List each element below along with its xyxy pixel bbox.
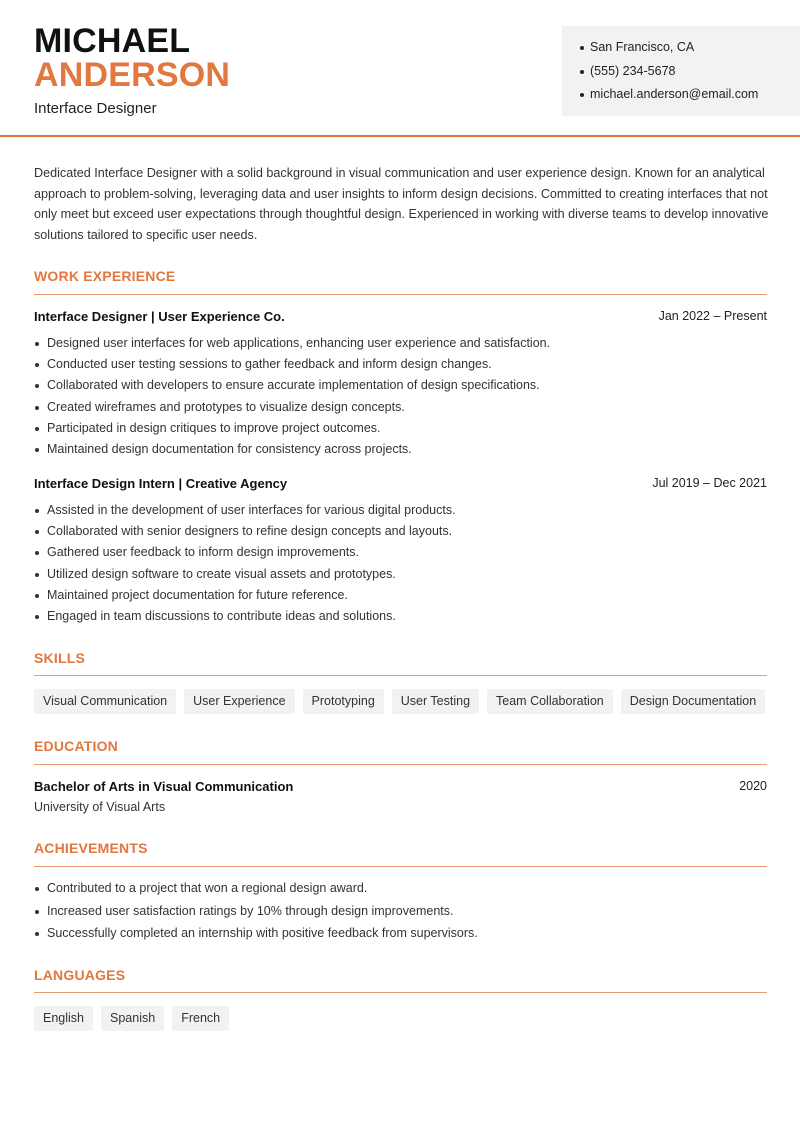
contact-list	[580, 36, 800, 107]
section-divider	[34, 992, 767, 993]
list-item: Successfully completed an internship with positive feedback from supervisors.	[34, 923, 767, 946]
list-item: Assisted in the development of user interfaces for various digital products.	[34, 500, 767, 521]
education-year: 2020	[739, 779, 767, 793]
job-header	[34, 476, 767, 496]
job-bullets	[34, 500, 767, 627]
job-header	[34, 309, 767, 329]
list-item: Engaged in team discussions to contribute ideas and solutions.	[34, 606, 767, 627]
contact-location: San Francisco, CA	[580, 36, 800, 60]
section-divider	[34, 866, 767, 867]
list-item: Collaborated with senior designers to refine design concepts and layouts.	[34, 521, 767, 542]
job-dates: Jul 2019 – Dec 2021	[652, 476, 767, 490]
section-title-work: WORK EXPERIENCE	[34, 268, 176, 284]
list-item: Gathered user feedback to inform design improvements.	[34, 542, 767, 563]
first-name: MICHAEL	[34, 22, 191, 60]
section-divider	[34, 764, 767, 765]
skill-tag: User Experience	[184, 689, 294, 714]
job-dates: Jan 2022 – Present	[658, 309, 767, 323]
resume-header	[0, 0, 800, 137]
summary: Dedicated Interface Designer with a solid background in visual communication and user experience design. Known for an analytical approach to problem-solving, leveraging data and user insights to inform design decisions. Committed to creating interfaces that not only meet but exceed user expectations through thoughtful design. Experienced in working with diverse teams to develop innovative solutions tailored to specific user needs.	[34, 166, 769, 242]
section-title-education: EDUCATION	[34, 738, 118, 754]
skills-tags	[34, 689, 765, 714]
education-degree: Bachelor of Arts in Visual Communication	[34, 779, 294, 794]
skill-tag: Prototyping	[303, 689, 384, 714]
skill-tag: User Testing	[392, 689, 479, 714]
section-title-achievements: ACHIEVEMENTS	[34, 840, 148, 856]
section-title-languages: LANGUAGES	[34, 967, 126, 983]
contact-phone: (555) 234-5678	[580, 60, 800, 84]
list-item: Contributed to a project that won a regional design award.	[34, 878, 767, 901]
language-tag: English	[34, 1006, 93, 1031]
achievements-list	[34, 878, 767, 946]
list-item: Conducted user testing sessions to gather feedback and inform design changes.	[34, 354, 767, 375]
list-item: Utilized design software to create visual assets and prototypes.	[34, 564, 767, 585]
skill-tag: Team Collaboration	[487, 689, 613, 714]
list-item: Created wireframes and prototypes to visualize design concepts.	[34, 397, 767, 418]
list-item: Increased user satisfaction ratings by 10% through design improvements.	[34, 901, 767, 924]
language-tags	[34, 1006, 229, 1031]
language-tag: Spanish	[101, 1006, 164, 1031]
contact-email: michael.anderson@email.com	[580, 83, 800, 107]
education-school: University of Visual Arts	[34, 800, 166, 814]
list-item: Participated in design critiques to improve project outcomes.	[34, 418, 767, 439]
language-tag: French	[172, 1006, 229, 1031]
skill-tag: Visual Communication	[34, 689, 176, 714]
last-name: ANDERSON	[34, 56, 231, 94]
job-bullets	[34, 333, 767, 460]
list-item: Designed user interfaces for web applications, enhancing user experience and satisfaction.	[34, 333, 767, 354]
skill-tag: Design Documentation	[621, 689, 765, 714]
section-title-skills: SKILLS	[34, 650, 85, 666]
job-title: Interface Designer	[34, 100, 157, 117]
job-role: Interface Designer | User Experience Co.	[34, 309, 285, 324]
contact-box	[562, 26, 800, 116]
list-item: Maintained design documentation for consistency across projects.	[34, 439, 767, 460]
section-divider	[34, 675, 767, 676]
section-divider	[34, 294, 767, 295]
list-item: Collaborated with developers to ensure accurate implementation of design specifications.	[34, 375, 767, 396]
list-item: Maintained project documentation for future reference.	[34, 585, 767, 606]
job-role: Interface Design Intern | Creative Agency	[34, 476, 288, 491]
